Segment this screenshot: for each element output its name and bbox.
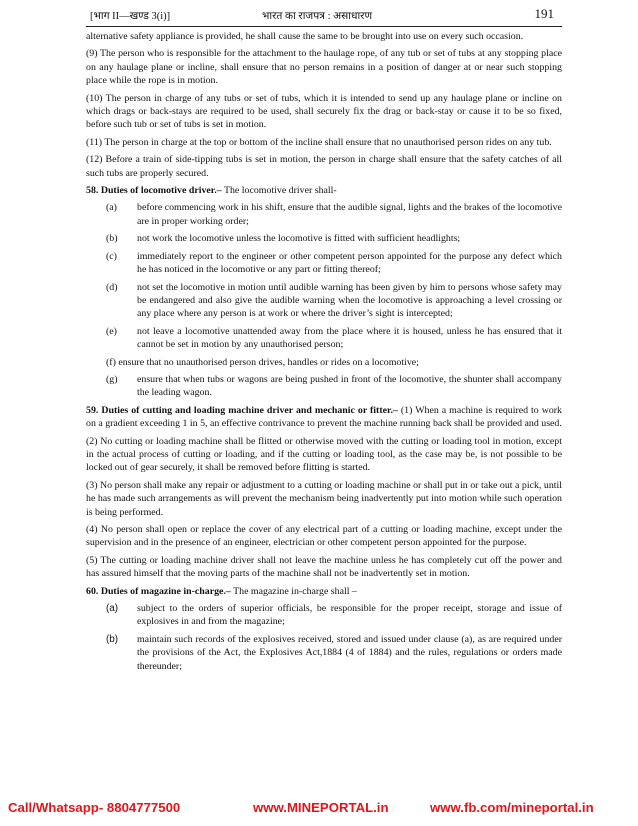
paragraph: (9) The person who is responsible for the attachment to the haulage rope, of any tub or set of tubs at any stopping place on any haulage plane or incline, shall ensure that no person remains in a position of danger at or near such stopping place while the rope is in motion.: [86, 48, 562, 87]
paragraph: (11) The person in charge at the top or bottom of the incline shall ensure that no unauthorised person rides on any tub.: [86, 136, 552, 148]
list-item: [86, 201, 562, 228]
item-text: maintain such records of the explosives received, stored and issued under clause (a), as are required under the provisions of the Act, the Explosives Act,1884 (4 of 1884) and the rules, regulations or orders made thereunder;: [137, 633, 562, 672]
paragraph: (4) No person shall open or replace the cover of any electrical part of a cutting or loading machine, except under the supervision and in the presence of an engineer, electrician or other competent person appointed for the purpose.: [86, 524, 562, 549]
item-text: not work the locomotive unless the locomotive is fitted with sufficient headlights;: [137, 233, 461, 245]
paragraph: alternative safety appliance is provided, he shall cause the same to be brought into use on every such occasion.: [86, 31, 524, 42]
header-title: भारत का राजपत्र : असाधारण: [262, 11, 373, 22]
footer-facebook-link[interactable]: www.fb.com/mineportal.in: [430, 800, 594, 815]
list-item: [86, 325, 562, 352]
list-item: [86, 373, 562, 400]
list-item: [86, 232, 562, 245]
item-text: subject to the orders of superior officials, be responsible for the proper receipt, storage and issue of explosives in and from the magazine;: [137, 603, 562, 628]
list-item: [86, 250, 562, 277]
item-label: (c): [106, 250, 117, 262]
section-heading: 60. Duties of magazine in-charge.–: [86, 585, 231, 597]
list-item: [86, 633, 562, 673]
item-label: (b): [106, 233, 118, 245]
footer-site-link[interactable]: www.MINEPORTAL.in: [253, 800, 389, 815]
item-label: (a): [106, 603, 119, 615]
item-text: ensure that when tubs or wagons are being pushed in front of the locomotive, the shunter shall accompany the leading wagon.: [137, 373, 562, 399]
section-58: [86, 184, 562, 197]
footer-banner: [0, 797, 638, 819]
section-intro: (1) When a machine is required to work on a gradient exceeding 1 in 5, an effective contrivance to prevent the machine running back shall be provided and used.: [86, 404, 562, 430]
item-text: not set the locomotive in motion until audible warning has been given by him to persons whose safety may be endangered and also give the audible warning when the locomotive is approaching a level crossing or any place where any person is at work or where the driver’s sight is intercepted;: [137, 281, 562, 320]
item-label: (d): [106, 281, 118, 293]
item-text: immediately report to the engineer or other competent person appointed for the purpose any defect which he has noticed in the locomotive or any part or fitting thereof;: [137, 250, 562, 276]
paragraph: (10) The person in charge of any tubs or set of tubs, which it is intended to send up any haulage plane or incline on which drags or back-stays are required to be used, shall securely fix the drag or back-stay or cause it to be so fixed, before such tub or set of tubs is set in motion.: [86, 92, 562, 131]
footer-phone: Call/Whatsapp- 8804777500: [8, 800, 181, 815]
item-label: (a): [106, 202, 117, 214]
section-intro: The locomotive driver shall-: [221, 185, 337, 197]
list-item: [86, 281, 562, 321]
item-text: before commencing work in his shift, ensure that the audible signal, lights and the brakes of the locomotive are in proper working order;: [137, 202, 562, 227]
item-label: (e): [106, 325, 117, 337]
item-label: (g): [106, 373, 118, 385]
page-number: 191: [534, 6, 554, 21]
list-item: (f) ensure that no unauthorised person drives, handles or rides on a locomotive;: [106, 356, 419, 368]
item-text: not leave a locomotive unattended away from the place where it is housed, unless he has ensured that it cannot be set in motion by any unauthorised person;: [137, 325, 562, 351]
paragraph: (3) No person shall make any repair or adjustment to a cutting or loading machine or shall put in or take out a pick, until he has made such arrangements as will prevent the mechanism being inadvertently put into motion while such operation is being performed.: [86, 479, 562, 518]
section-60: [86, 585, 562, 598]
paragraph: (12) Before a train of side-tipping tubs is set in motion, the person in charge shall ensure that the safety catches of all such tubs are properly secured.: [86, 154, 562, 179]
paragraph: (5) The cutting or loading machine driver shall not leave the machine unless he has completely cut off the power and has assured himself that the moving parts of the machine shall not be inadvertently set in motion.: [86, 554, 562, 580]
document-body: [86, 30, 562, 677]
header-part: [भाग II—खण्ड 3(i)]: [90, 11, 171, 22]
section-59: [86, 404, 562, 431]
list-item: [86, 602, 562, 629]
section-intro: The magazine in-charge shall –: [230, 585, 357, 597]
page-header: [86, 6, 562, 27]
item-label: (b): [106, 633, 119, 645]
section-heading: 59. Duties of cutting and loading machine driver and mechanic or fitter.–: [86, 404, 398, 416]
section-heading: 58. Duties of locomotive driver.–: [86, 185, 222, 197]
paragraph: (2) No cutting or loading machine shall be flitted or otherwise moved with the cutting or loading tool in motion, except in the actual process of cutting or loading, and if the cutting or loading tool, as the case may be, is not possible to be locked out of gear securely, it shall be removed before flitting is started.: [86, 435, 562, 474]
